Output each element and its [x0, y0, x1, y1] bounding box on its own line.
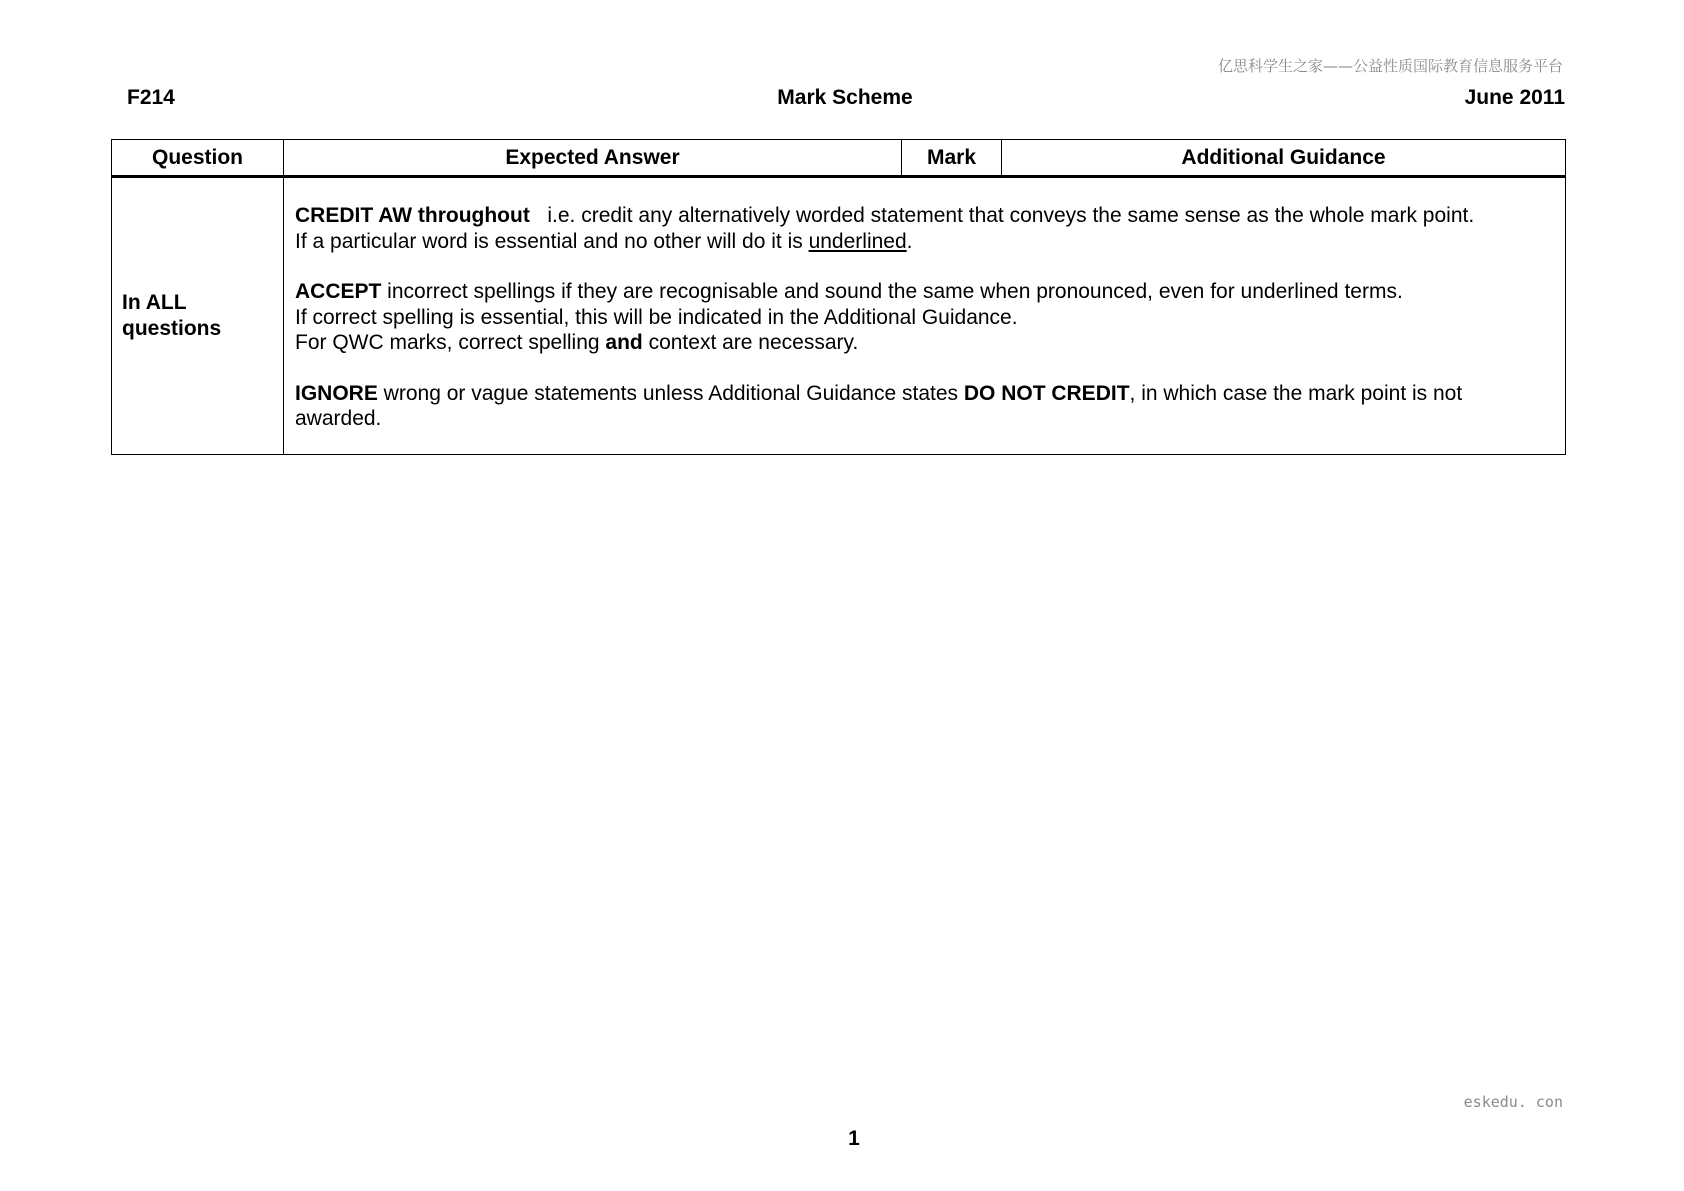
question-cell — [112, 177, 284, 455]
table-row — [112, 177, 1566, 455]
do-not-credit-keyword: DO NOT CREDIT — [963, 381, 1130, 405]
underlined-term: underlined — [808, 229, 907, 253]
watermark-top: 亿思科学生之家——公益性质国际教育信息服务平台 — [1217, 57, 1563, 75]
mark-scheme-table — [111, 139, 1566, 455]
credit-line2-text: If a particular word is essential and no other will do it is — [295, 229, 809, 253]
credit-paragraph — [295, 203, 1554, 254]
page-number: 1 — [848, 1127, 860, 1150]
accept-line2: If correct spelling is essential, this will be indicated in the Additional Guidance. — [295, 305, 1018, 329]
column-header-mark: Mark — [902, 140, 1002, 177]
column-header-question: Question — [112, 140, 284, 177]
accept-keyword: ACCEPT — [295, 280, 382, 303]
accept-line3-text: For QWC marks, correct spelling — [295, 331, 606, 354]
accept-and-keyword: and — [605, 331, 643, 354]
column-header-expected-answer: Expected Answer — [284, 140, 902, 177]
ignore-text-end: , in which case the mark point is not awarded. — [295, 381, 1463, 430]
accept-text: incorrect spellings if they are recognisable and sound the same when pronounced, even for underlined terms. — [381, 280, 1403, 303]
instructions-cell — [284, 177, 1566, 455]
ignore-paragraph — [295, 381, 1554, 432]
watermark-bottom: eskedu. con — [1463, 1093, 1563, 1111]
accept-line3-end: context are necessary. — [642, 331, 859, 354]
document-title: Mark Scheme — [777, 86, 913, 109]
exam-date: June 2011 — [1464, 86, 1565, 109]
credit-line2-end: . — [906, 229, 913, 253]
ignore-keyword: IGNORE — [295, 381, 378, 405]
question-label-line1: In ALL — [122, 290, 187, 314]
table-header-row — [112, 140, 1566, 177]
accept-paragraph — [295, 279, 1554, 356]
column-header-additional-guidance: Additional Guidance — [1002, 140, 1566, 177]
paper-code: F214 — [127, 86, 175, 109]
question-label-line2: questions — [122, 316, 222, 340]
ignore-text: wrong or vague statements unless Additional Guidance states — [377, 381, 964, 405]
credit-keyword: CREDIT AW throughout — [295, 204, 530, 227]
credit-text: i.e. credit any alternatively worded statement that conveys the same sense as the whole mark point. — [547, 204, 1475, 227]
